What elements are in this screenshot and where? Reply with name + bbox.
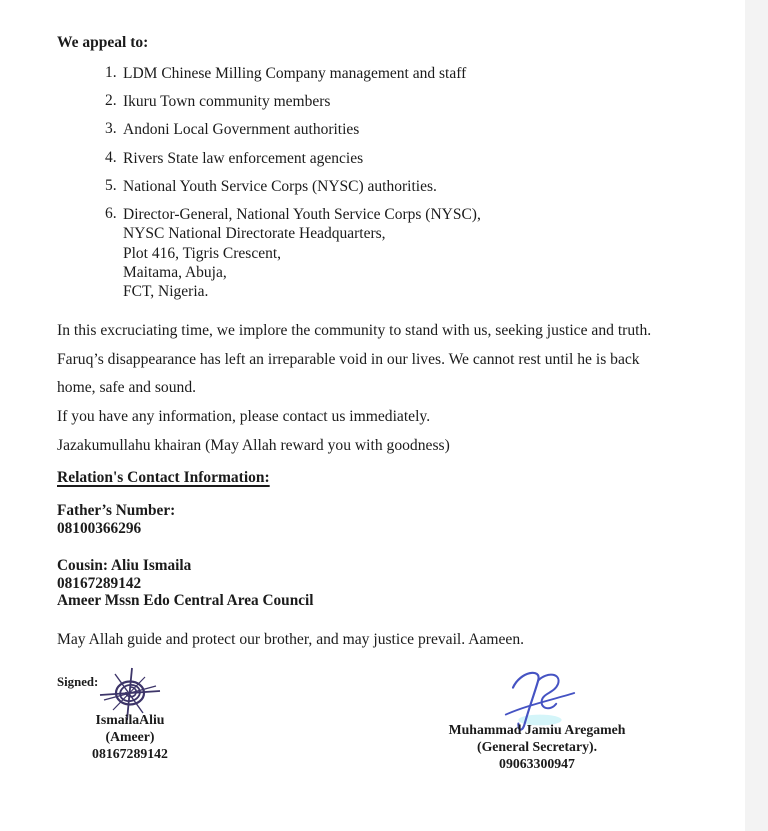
list-item	[57, 177, 657, 196]
list-item-number: 4.	[105, 148, 117, 166]
list-item-text: Ikuru Town community members	[123, 93, 331, 111]
signatory-name: Muhammad Jamiu Aregameh	[448, 722, 626, 737]
cousin-title-line: Ameer Mssn Edo Central Area Council	[57, 592, 314, 610]
body-paragraph: In this excruciating time, we implore the community to stand with us, seeking justice and truth. Faruq’s disappearance has left an irreparable void in our lives. We cannot rest until he is back home, safe and sound.	[57, 322, 652, 396]
contact-section-heading: Relation's Contact Information:	[57, 469, 270, 487]
right-edge-strip	[745, 0, 768, 831]
body-paragraph: Jazakumullahu khairan (May Allah reward you with goodness)	[57, 436, 450, 454]
list-item	[57, 64, 657, 83]
signatory-phone: 08167289142	[92, 745, 168, 761]
cousin-phone-number: 08167289142	[57, 574, 142, 592]
nysc-address-block	[123, 205, 481, 301]
list-item-number: 1.	[105, 64, 117, 81]
list-item-text: Andoni Local Government authorities	[123, 121, 360, 139]
list-item	[57, 120, 657, 139]
list-item-text: National Youth Service Corps (NYSC) authorities.	[123, 177, 437, 195]
closing-prayer: May Allah guide and protect our brother, and may justice prevail. Aameen.	[57, 630, 525, 648]
signatory-left	[70, 666, 190, 772]
address-line: FCT, Nigeria.	[123, 282, 209, 300]
appeal-heading: We appeal to:	[57, 34, 149, 51]
list-item	[57, 149, 657, 168]
list-item	[57, 205, 657, 301]
cousin-name-line: Cousin: Aliu Ismaila	[57, 556, 192, 574]
father-contact-block	[57, 502, 657, 537]
letter-content	[57, 34, 657, 690]
list-item-text: Director-General, National Youth Service Corps (NYSC),	[123, 206, 481, 224]
signatory-phone: 09063300947	[499, 755, 575, 771]
father-number-label: Father’s Number:	[57, 502, 176, 520]
appeal-list	[57, 64, 657, 301]
list-item-number: 5.	[105, 176, 117, 194]
signatory-role: (Ameer)	[105, 728, 155, 744]
list-item	[57, 92, 657, 111]
signatory-name: IsmailaAliu	[95, 712, 165, 727]
list-item-number: 3.	[105, 120, 117, 138]
signed-label: Signed:	[57, 674, 99, 689]
father-phone-number: 08100366296	[57, 520, 142, 538]
address-line: NYSC National Directorate Headquarters,	[123, 225, 386, 243]
signature-row	[0, 666, 745, 772]
list-item-number: 6.	[105, 205, 117, 223]
list-item-text: LDM Chinese Milling Company management and staff	[123, 65, 467, 82]
list-item-number: 2.	[105, 92, 117, 110]
body-paragraph: If you have any information, please contact us immediately.	[57, 408, 431, 426]
cousin-contact-block	[57, 557, 657, 610]
list-item-text: Rivers State law enforcement agencies	[123, 149, 364, 167]
address-line: Maitama, Abuja,	[123, 263, 227, 281]
signatory-right	[437, 666, 637, 772]
signatory-role: (General Secretary).	[476, 738, 598, 754]
address-line: Plot 416, Tigris Crescent,	[123, 244, 282, 262]
